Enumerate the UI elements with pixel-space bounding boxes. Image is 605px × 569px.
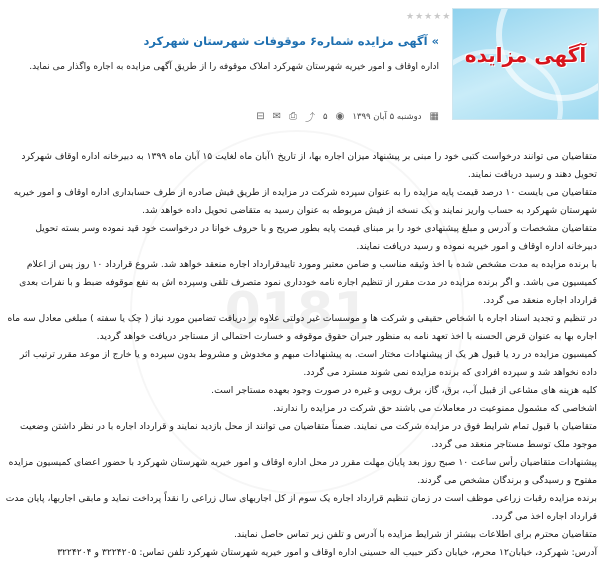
- newspaper-watermark: 0181: [130, 130, 464, 494]
- auction-summary: اداره اوقاف و امور خیریه شهرستان شهرکرد املاک موقوفه را از طریق آگهی مزایده به اجاره واگذار می نماید.: [29, 62, 439, 72]
- auction-header: [0, 8, 605, 124]
- condition-paragraph: متقاضیان با قبول تمام شرایط فوق در مزایده شرکت می نمایند. ضمناً متقاضیان می توانند از محل بازدید نمایند و قرارداد اجاره با در نظر داشتن وضعیت موجود ملک توسط مستاجر منعقد می گردد.: [19, 421, 597, 450]
- condition-paragraph: متقاضیان مشخصات و آدرس و مبلغ پیشنهادی خود را بر مبنای قیمت پایه بطور صریح و با حروف خوانا در درخواست خود قید نموده وسر بسته تحویل دبیرخانه اداره اوقاف و امور خیریه نموده و رسید دریافت نمایند.: [35, 223, 597, 252]
- condition-paragraph: پیشنهادات متقاضیان رأس ساعت ۱۰ صبح روز بعد پایان مهلت مقرر در محل اداره اوقاف و امور خیریه شهرستان شهرکرد با حضور اعضای کمیسیون مزایده مفتوح و رسیدگی و برندگان مشخص می گردند.: [8, 457, 597, 486]
- share-icon[interactable]: ⤴: [305, 113, 316, 124]
- banner-text: آگهی مزایده: [464, 43, 587, 67]
- condition-paragraph: متقاضیان محترم برای اطلاعات بیشتر از شرایط مزایده با آدرس و تلفن زیر تماس حاصل نمایند.: [233, 529, 597, 540]
- contact-address: آدرس: شهرکرد، خیابان۱۲ محرم، خیابان دکتر حبیب اله حسینی اداره اوقاف و امور خیریه شهرستان شهرکرد تلفن تماس: ۳۲۲۴۲۰۵ و ۳۲۲۴۲۰۴: [57, 547, 597, 558]
- condition-paragraph: متقاضیان می توانند درخواست کتبی خود را مبنی بر پیشنهاد میزان اجاره بها، از تاریخ ۱آبان ماه لغایت ۱۵ آبان ماه ۱۳۹۹ به دبیرخانه اداره اوقاف شهرکرد تحویل دهند و رسید دریافت نمایند.: [21, 151, 597, 180]
- condition-paragraph: کلیه هزینه های مشاعی از قبیل آب، برق، گاز، برف روبی و غیره در صورت وجود بعهده مستاجر است.: [211, 385, 597, 396]
- rating-stars-icon[interactable]: ★★★★★: [406, 12, 452, 22]
- auction-banner-image: [452, 8, 599, 120]
- eye-icon: ◉: [335, 111, 345, 122]
- condition-paragraph: کمیسیون مزایده در رد یا قبول هر یک از پیشنهادات مختار است. به پیشنهادات مبهم و مخدوش و مشروط بدون سپرده و یا خارج از موعد مقرر ترتیب اثر داده نخواهد شد و سپرده افرادی که برنده مزایده نمی شوند مسترد می گردد.: [19, 349, 597, 378]
- print-icon[interactable]: ⎙: [289, 111, 298, 122]
- condition-paragraph: برنده مزایده رقبات زراعی موظف است در زمان تنظیم قرارداد اجاره یک سوم از کل اجاربهای سال زراعی را نقداً پرداخت نماید و مابقی اجاربها، پایان مدت قرارداد اجاره اخذ می گردد.: [5, 493, 597, 522]
- condition-paragraph: اشخاصی که مشمول ممنوعیت در معاملات می باشند حق شرکت در مزایده را ندارند.: [273, 403, 597, 414]
- page-title[interactable]: » آگهی مزایده شماره۶ موقوفات شهرستان شهرکرد: [143, 34, 439, 48]
- post-meta: [256, 109, 439, 124]
- view-count: ۵: [323, 111, 328, 122]
- calendar-icon: ▦: [429, 111, 439, 122]
- bookmark-icon[interactable]: ⊟: [256, 111, 265, 122]
- post-date: دوشنبه ۵ آبان ۱۳۹۹: [352, 111, 422, 122]
- email-icon[interactable]: ✉: [272, 111, 282, 122]
- condition-paragraph: در تنظیم و تجدید اسناد اجاره با اشخاص حقیقی و شرکت ها و موسسات غیر دولتی علاوه بر دریافت تضامین مورد نیاز ( چک یا سفته ) مبلغی معادل سه ماه اجاره بها به عنوان قرض الحسنه با اخذ تعهد نامه به منظور جبران حقوق موقوفه و خسارت احتمالی از مستاجر دریافت خواهد گردید.: [7, 313, 597, 342]
- condition-paragraph: با برنده مزایده به مدت مشخص شده با اخذ وثیقه مناسب و ضامن معتبر ومورد تاییدقرارداد اجاره منعقد خواهد شد. شروع قرارداد ۱۰ روز پس از اعلام کمیسیون می باشد. و اگر برنده مزایده در مدت مقرر از تنظیم اجاره نامه خودداری نمود متصرف تلقی وسپرده اش به نفع موقوفه ضبط و با نفرات بعدی قرارداد اجاره منعقد می گردد.: [19, 259, 597, 306]
- auction-conditions: [5, 148, 597, 562]
- condition-paragraph: متقاضیان می بایست ۱۰ درصد قیمت پایه مزایده را به عنوان سپرده شرکت در مزایده از طریق فیش صادره از طرف حسابداری اداره اوقاف و امور خیریه شهرستان شهرکرد به حساب واریز نمایند و یک نسخه از فیش مربوطه به عنوان رسید به متقاضی تحویل داده خواهد شد.: [13, 187, 597, 216]
